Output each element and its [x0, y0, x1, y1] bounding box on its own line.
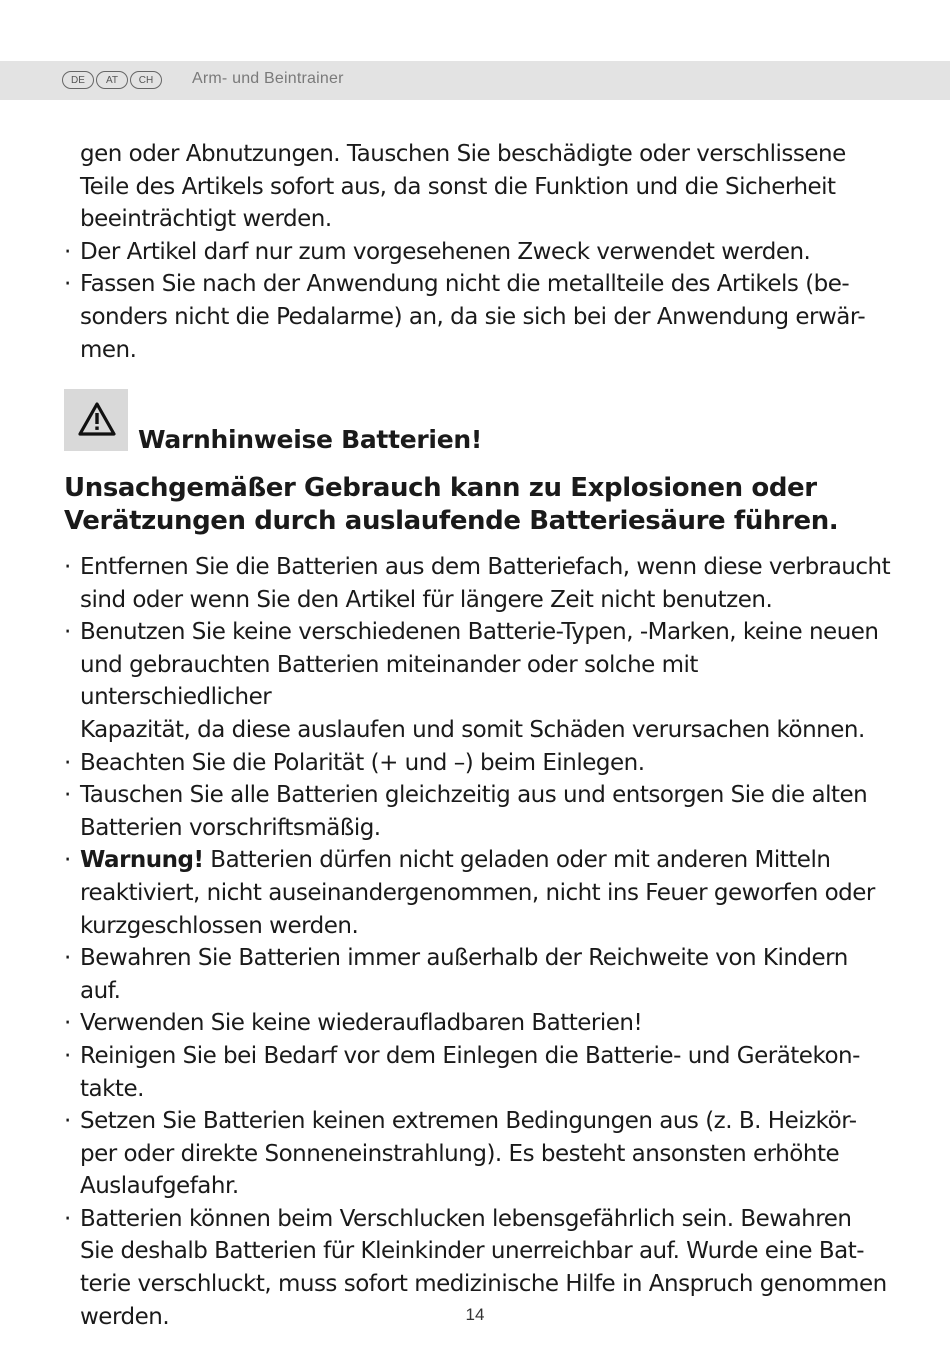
warning-label: Warnung! [80, 847, 204, 874]
page-number: 14 [465, 1305, 485, 1324]
country-badges [62, 71, 162, 89]
list-item-text: werden. [80, 1303, 170, 1330]
list-item-line [64, 1138, 894, 1171]
bullet-marker: · [64, 1205, 71, 1232]
bullet-marker: · [64, 945, 71, 972]
list-item-text: Tauschen Sie alle Batterien gleichzeitig aus und entsorgen Sie die alten [80, 782, 868, 809]
list-item-text: Beachten Sie die Polarität (+ und –) beim Einlegen. [80, 749, 645, 776]
list-item-text: Verwenden Sie keine wiederaufladbaren Batterien! [80, 1010, 643, 1037]
intro-list-item [64, 236, 894, 269]
list-item-text: Auslaufgefahr. [80, 1173, 239, 1200]
list-item-text: per oder direkte Sonneneinstrahlung). Es besteht ansonsten erhöhte [80, 1140, 840, 1167]
list-item-text: kurzgeschlossen werden. [80, 912, 359, 939]
list-item-line [64, 779, 894, 812]
list-item-line [64, 747, 894, 780]
list-item-line [64, 1203, 894, 1236]
list-item-line [64, 616, 894, 649]
battery-list-item [64, 1040, 894, 1105]
list-item-text: Batterien dürfen nicht geladen oder mit anderen Mitteln [203, 847, 831, 874]
battery-list-item [64, 1007, 894, 1040]
intro-list [64, 236, 894, 366]
list-item-line [64, 268, 894, 301]
bullet-marker: · [64, 749, 71, 776]
list-item-text: Reinigen Sie bei Bedarf vor dem Einlegen die Batterie- und Gerätekon- [80, 1042, 860, 1069]
page-header [0, 61, 950, 100]
list-item-text: und gebrauchten Batterien miteinander oder solche mit unterschiedlicher [80, 651, 698, 711]
list-item-line [64, 334, 894, 367]
list-item-line [64, 714, 894, 747]
battery-list-item [64, 551, 894, 616]
bullet-marker: · [64, 238, 71, 265]
list-item-text: Batterien können beim Verschlucken lebensgefährlich sein. Bewahren [80, 1205, 852, 1232]
country-badge-ch: CH [130, 71, 162, 89]
battery-list-item [64, 747, 894, 780]
bullet-marker: · [64, 1108, 71, 1135]
warning-heading: Warnhinweise Batterien! [138, 425, 482, 454]
list-item-line [64, 877, 894, 910]
list-item-line [64, 844, 894, 877]
list-item-text: Bewahren Sie Batterien immer außerhalb der Reichweite von Kindern [80, 945, 848, 972]
list-item-text: terie verschluckt, muss sofort medizinische Hilfe in Anspruch genommen [80, 1271, 887, 1298]
list-item-line [64, 1105, 894, 1138]
bullet-marker: · [64, 619, 71, 646]
warning-subheading-line: Unsachgemäßer Gebrauch kann zu Explosionen oder [64, 473, 817, 503]
list-item-text: sind oder wenn Sie den Artikel für längere Zeit nicht benutzen. [80, 586, 773, 613]
country-badge-de: DE [62, 71, 94, 89]
list-item-line [64, 551, 894, 584]
list-item-line [64, 812, 894, 845]
warning-triangle-icon [78, 401, 116, 437]
list-item-text: Entfernen Sie die Batterien aus dem Batteriefach, wenn diese verbraucht [80, 554, 891, 580]
list-item-text: Sie deshalb Batterien für Kleinkinder unerreichbar auf. Wurde eine Bat- [80, 1238, 865, 1265]
intro-continuation-line: gen oder Abnutzungen. Tauschen Sie beschädigte oder verschlissene [80, 141, 846, 167]
list-item-text: takte. [80, 1075, 144, 1102]
bullet-marker: · [64, 847, 71, 874]
intro-continuation-line: Teile des Artikels sofort aus, da sonst die Funktion und die Sicherheit [80, 173, 836, 200]
warning-icon-box [64, 389, 128, 451]
list-item-line [64, 584, 894, 617]
header-title: Arm- und Beintrainer [192, 70, 344, 87]
bullet-marker: · [64, 1010, 71, 1037]
list-item-text: Fassen Sie nach der Anwendung nicht die metallteile des Artikels (be- [80, 271, 850, 298]
bullet-marker: · [64, 1042, 71, 1069]
battery-list-item [64, 844, 894, 942]
list-item-text: Kapazität, da diese auslaufen und somit Schäden verursachen können. [80, 716, 865, 743]
list-item-line [64, 1235, 894, 1268]
list-item-line [64, 1268, 894, 1301]
warning-subheading-line: Verätzungen durch auslaufende Batteriesäure führen. [64, 506, 839, 536]
battery-list-item [64, 616, 894, 746]
bullet-marker: · [64, 782, 71, 809]
battery-list-item [64, 779, 894, 844]
intro-section [64, 138, 894, 366]
list-item-text: reaktiviert, nicht auseinandergenommen, nicht ins Feuer geworfen oder [80, 879, 875, 906]
list-item-text: sonders nicht die Pedalarme) an, da sie sich bei der Anwendung erwär- [80, 303, 866, 330]
list-item-line [64, 301, 894, 334]
intro-list-item [64, 268, 894, 366]
list-item-text: Benutzen Sie keine verschiedenen Batterie-Typen, -Marken, keine neuen [80, 619, 879, 646]
list-item-line [64, 942, 894, 975]
bullet-marker: · [64, 554, 71, 580]
list-item-line [64, 1040, 894, 1073]
list-item-line [64, 1073, 894, 1106]
intro-continuation-line: beeinträchtigt werden. [80, 206, 332, 233]
list-item-text: Der Artikel darf nur zum vorgesehenen Zweck verwendet werden. [80, 238, 811, 265]
list-item-line [64, 1170, 894, 1203]
list-item-line [64, 1007, 894, 1040]
list-item-line [64, 649, 894, 714]
battery-list-item [64, 942, 894, 1007]
warning-subheading [64, 472, 894, 538]
bullet-marker: · [64, 271, 71, 298]
list-item-text: Setzen Sie Batterien keinen extremen Bedingungen aus (z. B. Heizkör- [80, 1108, 857, 1135]
country-badge-at: AT [96, 71, 128, 89]
list-item-text: auf. [80, 977, 121, 1004]
list-item-text: Batterien vorschriftsmäßig. [80, 814, 381, 841]
list-item-line [64, 236, 894, 269]
battery-list-item [64, 1105, 894, 1203]
list-item-text: men. [80, 336, 137, 363]
battery-warning-list [64, 551, 894, 1333]
list-item-line [64, 975, 894, 1008]
list-item-line [64, 910, 894, 943]
